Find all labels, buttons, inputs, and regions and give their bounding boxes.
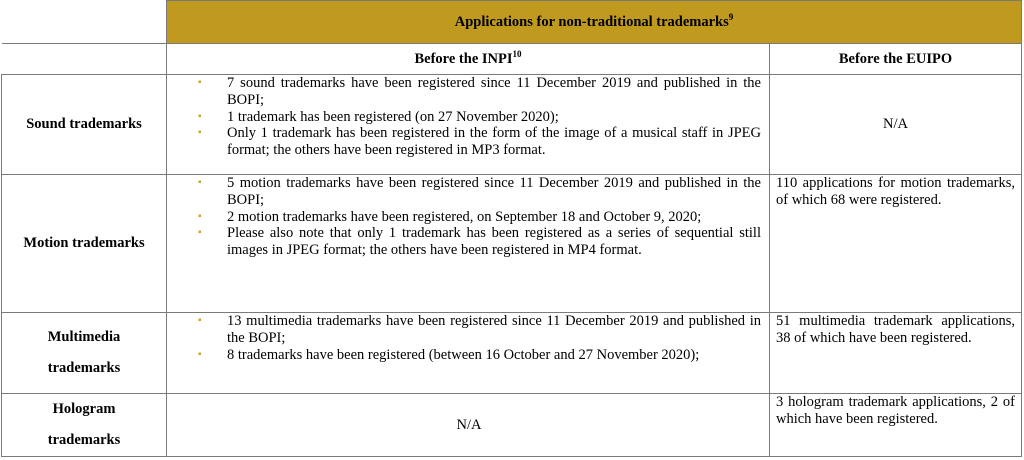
corner-cell — [2, 44, 167, 75]
table-row — [2, 75, 1022, 175]
list-item: ▪ 13 multimedia trademarks have been registered since 11 December 2019 and published in the BOPI; — [198, 313, 761, 346]
column-header-inpi: Before the INPI$^{10}$ — [167, 44, 770, 75]
euipo-cell-hologram: 3 hologram trademark applications, 2 of which have been registered. — [770, 394, 1022, 457]
euipo-cell-multimedia: 51 multimedia trademark applications, 38 of which have been registered. — [770, 313, 1022, 394]
bullet-icon: ▪ — [198, 127, 202, 139]
euipo-cell-sound: N/A — [770, 75, 1022, 175]
list-item: ▪ Please also note that only 1 trademark has been registered as a series of sequential still images in JPEG format; the others have been registered in MP4 format. — [198, 225, 761, 259]
bullet-icon: ▪ — [198, 77, 202, 88]
inpi-cell-multimedia — [167, 313, 770, 394]
inpi-footnote-marker: 10 — [512, 48, 522, 59]
table-row — [2, 313, 1022, 394]
bullet-icon: ▪ — [198, 110, 202, 122]
row-label-multimedia: Multimedia trademarks — [2, 313, 167, 394]
list-item: ▪ 5 motion trademarks have been registered since 11 December 2019 and published in the BOPI; — [198, 175, 761, 208]
list-item: ▪ 7 sound trademarks have been registered since 11 December 2019 and published in the BOPI; — [198, 75, 761, 108]
bullet-icon: ▪ — [198, 177, 202, 188]
title-footnote-marker: 9 — [728, 11, 734, 22]
inpi-cell-sound — [167, 75, 770, 175]
bullet-icon: ▪ — [198, 315, 202, 326]
bullet-icon: ▪ — [198, 348, 202, 360]
bullet-icon: ▪ — [198, 227, 202, 239]
list-item: ▪ Only 1 trademark has been registered in the form of the image of a musical staff in JPEG format; the others have been registered in MP3 format. — [198, 125, 761, 159]
inpi-cell-motion — [167, 175, 770, 313]
list-item: ▪ 1 trademark has been registered (on 27 November 2020); — [198, 108, 559, 125]
bullet-icon: ▪ — [198, 210, 202, 222]
trademarks-table — [1, 0, 1022, 457]
inpi-cell-hologram: N/A — [167, 394, 770, 457]
table-row — [2, 175, 1022, 313]
table-title: Applications for non-traditional trademarks$^9$ — [167, 1, 1022, 44]
euipo-cell-motion: 110 applications for motion trademarks, of which 68 were registered. — [770, 175, 1022, 313]
table-row — [2, 394, 1022, 457]
column-header-euipo: Before the EUIPO — [770, 44, 1022, 75]
list-item: ▪ 2 motion trademarks have been registered, on September 18 and October 9, 2020; — [198, 208, 702, 225]
row-label-sound: Sound trademarks — [2, 75, 167, 175]
row-label-hologram: Hologram trademarks — [2, 394, 167, 457]
row-label-motion: Motion trademarks — [2, 175, 167, 313]
list-item: ▪ 8 trademarks have been registered (between 16 October and 27 November 2020); — [198, 346, 700, 363]
corner-cell — [2, 1, 167, 44]
